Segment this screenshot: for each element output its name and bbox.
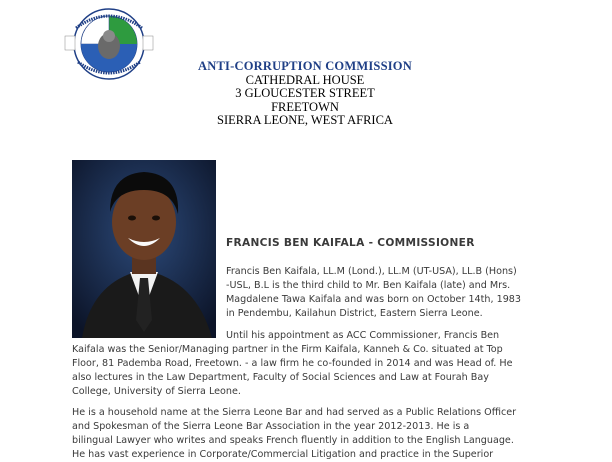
text-line: and Spokesman of the Sierra Leone Bar Association in the year 2012-2013. He is a xyxy=(72,421,470,433)
text-line: Until his appointment as ACC Commissioner, Francis Ben xyxy=(226,330,500,341)
address-header xyxy=(150,60,460,128)
text-line: College, University of Sierra Leone. xyxy=(72,386,241,398)
text-line: bilingual Lawyer who writes and speaks French fluently in addition to the English Language. xyxy=(72,435,514,447)
bio-paragraph-2 xyxy=(72,343,512,399)
bio-paragraph-3 xyxy=(72,406,516,462)
commissioner-name-heading: FRANCIS BEN KAIFALA - COMMISSIONER xyxy=(226,237,475,249)
address-line-3: FREETOWN xyxy=(271,99,339,114)
text-line: He has vast experience in Corporate/Commercial Litigation and practice in the Superior xyxy=(72,449,494,461)
address-line-1: CATHEDRAL HOUSE xyxy=(245,72,365,87)
commissioner-photo xyxy=(72,160,216,338)
organization-name: ANTI-CORRUPTION COMMISSION xyxy=(198,59,412,73)
bio-paragraph-2-first-line xyxy=(226,329,499,343)
text-line: Francis Ben Kaifala, LL.M (Lond.), LL.M (UT-USA), LL.B (Hons) xyxy=(226,266,517,277)
text-line: -USL, B.L is the third child to Mr. Ben Kaifala (late) and Mrs. xyxy=(226,280,511,292)
text-line: Magdalene Tawa Kaifala and was born on October 14th, 1983 xyxy=(226,294,522,306)
commission-logo xyxy=(62,6,156,82)
text-line: Kaifala was the Senior/Managing partner in the Firm Kaifala, Kanneh & Co. situated at Top xyxy=(72,344,503,355)
text-line: in Pendembu, Kailahun District, Eastern Sierra Leone. xyxy=(226,308,483,320)
address-line-2: 3 GLOUCESTER STREET xyxy=(235,86,375,100)
text-line: Floor, 81 Pademba Road, Freetown. - a law firm he co-founded in 2014 and was Head of. He xyxy=(72,358,513,370)
text-line: He is a household name at the Sierra Leone Bar and had served as a Public Relations Officer xyxy=(72,407,517,418)
text-line: also lectures in the Law Department, Faculty of Social Sciences and Law at Fourah Bay xyxy=(72,372,489,384)
bio-paragraph-1 xyxy=(226,265,521,321)
address-line-4: SIERRA LEONE, WEST AFRICA xyxy=(217,113,393,127)
